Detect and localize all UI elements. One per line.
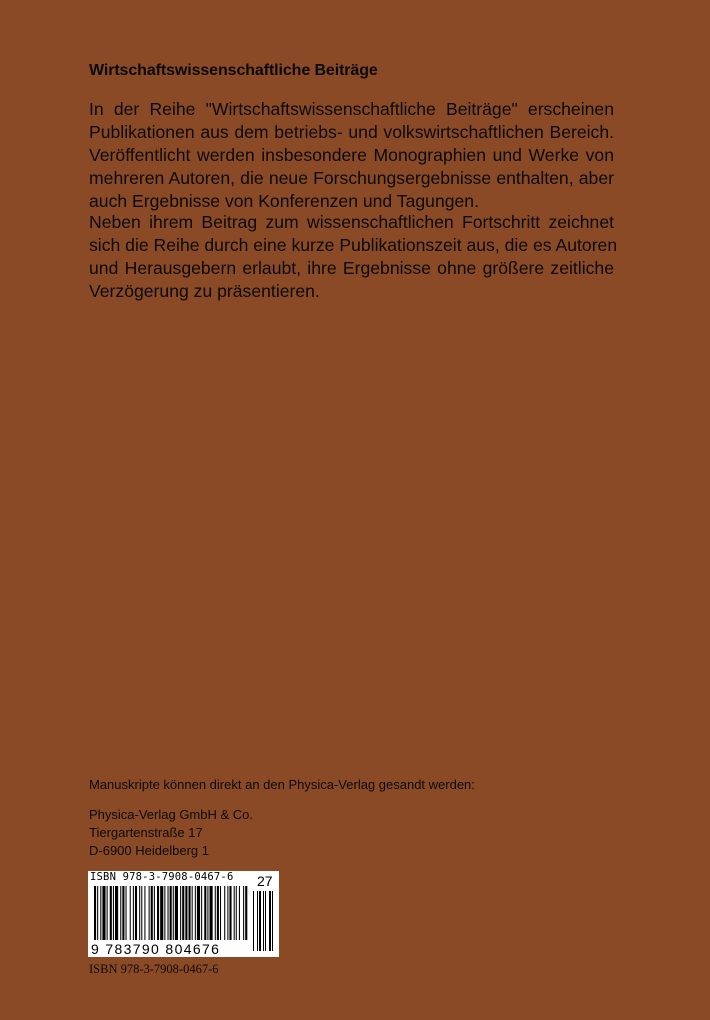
- paragraph-line: und Herausgebern erlaubt, ihre Ergebnisse ohne größere zeitliche: [89, 258, 614, 278]
- barcode-bar: [182, 886, 184, 940]
- barcode-bar: [110, 886, 112, 940]
- barcode-bar: [102, 886, 105, 940]
- paragraph-line: sich die Reihe durch eine kurze Publikationszeit aus, die es Autoren: [89, 235, 618, 255]
- barcode-bar: [149, 886, 150, 940]
- paragraph-line: auch Ergebnisse von Konferenzen und Tagungen.: [89, 191, 479, 211]
- paragraph-line: Publikationen aus dem betriebs- und volkswirtschaftlichen Bereich.: [89, 122, 614, 142]
- barcode-addon-bar: [265, 891, 266, 951]
- barcode-bar: [215, 886, 216, 940]
- barcode-bar: [239, 886, 240, 940]
- barcode-bar: [175, 886, 178, 940]
- barcode-bar: [144, 886, 145, 940]
- barcode-bar: [220, 886, 221, 940]
- barcode-bar: [197, 886, 200, 940]
- isbn-footer: ISBN 978-3-7908-0467-6: [89, 962, 219, 976]
- barcode-bar: [224, 886, 225, 940]
- barcode-bar: [133, 886, 134, 940]
- barcode-addon-bar: [272, 891, 273, 951]
- paragraph-line: mehreren Autoren, die neue Forschungsergebnisse enthalten, aber: [89, 168, 614, 188]
- barcode-bar: [207, 886, 208, 940]
- series-benefit-paragraph: [89, 211, 618, 303]
- barcode-bar: [141, 886, 142, 940]
- series-title: Wirtschaftswissenschaftliche Beiträge: [89, 62, 378, 79]
- barcode-ean-digits: 9 783790 804676: [91, 941, 221, 957]
- barcode-addon-bar: [269, 891, 271, 951]
- barcode-addon-digits: 27: [257, 873, 273, 889]
- barcode-bar: [180, 886, 181, 940]
- barcode-bar: [227, 886, 228, 940]
- barcode-bar: [210, 886, 213, 940]
- barcode-bar: [168, 886, 169, 940]
- barcode-bar: [100, 886, 101, 940]
- paragraph-line: Veröffentlicht werden insbesondere Monographien und Werke von: [89, 145, 614, 165]
- barcode-bar: [97, 886, 98, 940]
- barcode-bar: [170, 886, 172, 940]
- barcode-bar: [122, 886, 124, 940]
- barcode-bar: [154, 886, 155, 940]
- barcode-bar: [94, 886, 96, 940]
- barcode-bar: [160, 886, 163, 940]
- barcode-bar: [126, 886, 127, 940]
- barcode-bar: [173, 886, 174, 940]
- barcode-bar: [243, 886, 244, 940]
- barcode-addon-bar: [253, 891, 254, 951]
- publisher-address: [89, 806, 253, 860]
- barcode-bar: [113, 886, 114, 940]
- barcode-bar: [135, 886, 137, 940]
- barcode-bar: [217, 886, 219, 940]
- barcode-bar: [164, 886, 165, 940]
- barcode-bar: [157, 886, 159, 940]
- barcode-bar: [107, 886, 108, 940]
- barcode-bar: [139, 886, 140, 940]
- barcode-addon-bar: [257, 891, 258, 951]
- barcode-addon-bar: [259, 891, 261, 951]
- barcode-bar: [115, 886, 118, 940]
- barcode-bar: [151, 886, 153, 940]
- paragraph-line: Verzögerung zu präsentieren.: [89, 281, 320, 301]
- barcode-bar: [185, 886, 187, 940]
- submission-note: Manuskripte können direkt an den Physica-Verlag gesandt werden:: [89, 777, 475, 792]
- paragraph-line: Neben ihrem Beitrag zum wissenschaftlichen Fortschritt zeichnet: [89, 212, 614, 232]
- barcode-bar: [229, 886, 231, 940]
- barcode-bar: [195, 886, 196, 940]
- publisher-company: Physica-Verlag GmbH & Co.: [89, 807, 254, 822]
- barcode-bar: [192, 886, 193, 940]
- publisher-street: Tiergartenstraße 17: [89, 825, 203, 840]
- barcode-bar: [236, 886, 237, 940]
- barcode-bar: [234, 886, 235, 940]
- barcode-bar: [245, 886, 247, 940]
- barcode-isbn-label: ISBN 978-3-7908-0467-6: [90, 871, 234, 883]
- barcode-bar: [189, 886, 191, 940]
- barcode-bar: [204, 886, 206, 940]
- series-description-paragraph: [89, 98, 614, 213]
- barcode-bar: [130, 886, 131, 940]
- publisher-city: D-6900 Heidelberg 1: [89, 843, 209, 858]
- barcode-bar: [201, 886, 202, 940]
- barcode-bar: [120, 886, 121, 940]
- isbn-barcode: [88, 871, 279, 957]
- paragraph-line: In der Reihe "Wirtschaftswissenschaftliche Beiträge" erscheinen: [89, 99, 614, 119]
- barcode-addon-bar: [263, 891, 264, 951]
